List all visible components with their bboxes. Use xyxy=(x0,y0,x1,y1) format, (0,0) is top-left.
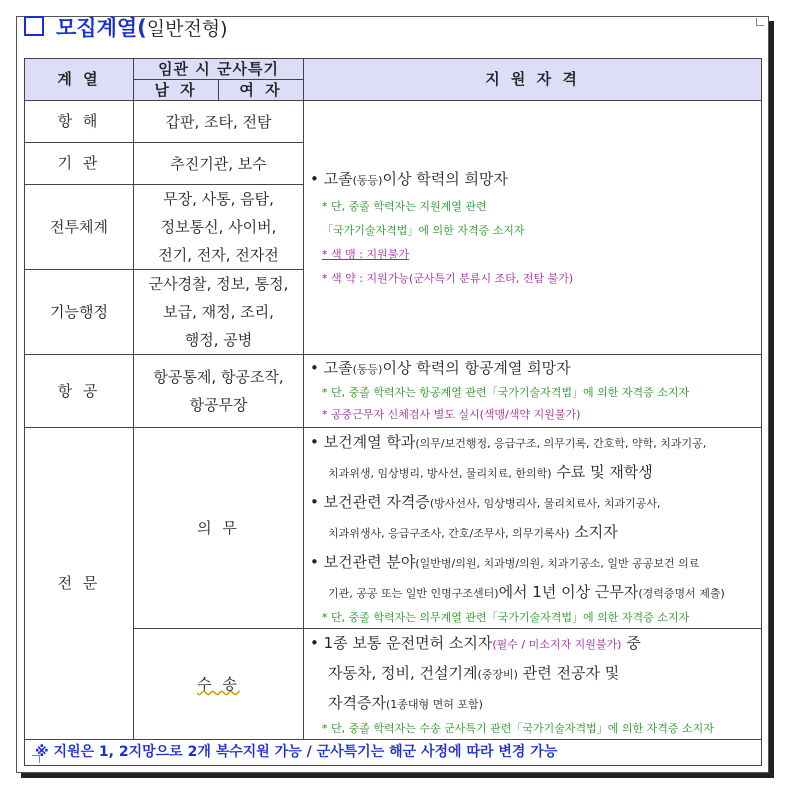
qual-transport-note: * 단, 중졸 학력자는 수송 군사특기 관련「국가기술자격법」에 의한 자격증 소지자 xyxy=(322,722,714,735)
qual-medical-line1: • 보건계열 학과(의무/보건행정, 응급구조, 의무기록, 간호학, 약학, 치과기공, xyxy=(310,433,707,451)
qual-medical xyxy=(304,428,762,629)
qual-general-note1: * 단, 중졸 학력자는 지원계열 관련 xyxy=(322,199,487,213)
qual-medical-line3: • 보건관련 자격증(방사선사, 임상병리사, 물리치료사, 치과기공사, xyxy=(310,493,661,511)
qual-medical-line2: 치과위생, 임상병리, 방사선, 물리치료, 한의학) 수료 및 재학생 xyxy=(328,463,653,481)
header-male: 남 자 xyxy=(134,80,219,101)
mil-medical: 의 무 xyxy=(134,428,304,629)
mil-combat: 무장, 사통, 음탐, 정보통신, 사이버, 전기, 전자, 전자전 xyxy=(134,185,304,270)
header-department: 계 열 xyxy=(25,59,134,101)
title-sub: 일반전형) xyxy=(146,18,228,40)
qual-transport xyxy=(304,629,762,740)
header-specialty: 임관 시 군사특기 xyxy=(134,59,304,80)
footer-note: ※ 지원은 1, 2지망으로 2개 복수지원 가능 / 군사특기는 해군 사정에 따라 변경 가능 xyxy=(25,740,762,766)
qual-general-note2: 「국가기술자격법」에 의한 자격증 소지자 xyxy=(322,223,525,237)
dept-engineering: 기 관 xyxy=(25,143,134,185)
qual-general-note4: * 색 약 : 지원가능(군사특기 분류시 조타, 전탐 불가) xyxy=(322,271,574,285)
qual-aviation-note1: * 단, 중졸 학력자는 항공계열 관련「국가기술자격법」에 의한 자격증 소지자 xyxy=(322,386,690,399)
title-main: 모집계열( xyxy=(56,16,147,40)
checkbox-square-icon xyxy=(24,16,44,36)
mil-transport: 수 송 xyxy=(134,629,304,740)
dept-admin: 기능행정 xyxy=(25,270,134,355)
qual-transport-line1: • 1종 보통 운전면허 소지자(필수 / 미소지자 지원불가) 중 xyxy=(310,634,641,652)
qual-general-main: • 고졸(동등)이상 학력의 희망자 xyxy=(310,169,508,188)
section-title xyxy=(24,12,228,42)
qual-medical-line5: • 보건관련 분야(일반병/의원, 치과병/의원, 치과기공소, 일반 공공보건 의료 xyxy=(310,553,700,571)
qual-aviation-main: • 고졸(동등)이상 학력의 항공계열 희망자 xyxy=(310,359,571,377)
qual-transport-line3: 자격증자(1종대형 면허 포함) xyxy=(328,694,483,712)
dept-navigation: 항 해 xyxy=(25,101,134,143)
qual-aviation-note2: * 공중근무자 신체검사 별도 실시(색맹/색약 지원불가) xyxy=(322,408,581,421)
qual-general xyxy=(304,101,762,355)
mil-admin: 군사경찰, 정보, 통정, 보급, 재정, 조리, 행정, 공병 xyxy=(134,270,304,355)
recruitment-table xyxy=(24,58,762,766)
mil-engineering: 추진기관, 보수 xyxy=(134,143,304,185)
qual-medical-line6: 기관, 공공 또는 일반 인명구조센터)에서 1년 이상 근무자(경력증명서 제출) xyxy=(328,583,725,601)
qual-medical-note: * 단, 중졸 학력자는 의무계열 관련「국가기술자격법」에 의한 자격증 소지자 xyxy=(322,611,690,624)
dept-combat: 전투체계 xyxy=(25,185,134,270)
dept-specialist: 전 문 xyxy=(25,428,134,740)
qual-aviation xyxy=(304,355,762,428)
qual-medical-line4: 치과위생사, 응급구조사, 간호/조무사, 의무기록사) 소지자 xyxy=(328,523,618,541)
mil-navigation: 갑판, 조타, 전탐 xyxy=(134,101,304,143)
qual-general-note3: * 색 맹 : 지원불가 xyxy=(322,247,409,261)
mil-aviation: 항공통제, 항공조작, 항공무장 xyxy=(134,355,304,428)
corner-mark xyxy=(756,18,764,26)
header-female: 여 자 xyxy=(219,80,304,101)
dept-aviation: 항 공 xyxy=(25,355,134,428)
qual-transport-line2: 자동차, 정비, 건설기계(중장비) 관련 전공자 및 xyxy=(328,664,620,682)
header-qualification: 지 원 자 격 xyxy=(304,59,762,101)
